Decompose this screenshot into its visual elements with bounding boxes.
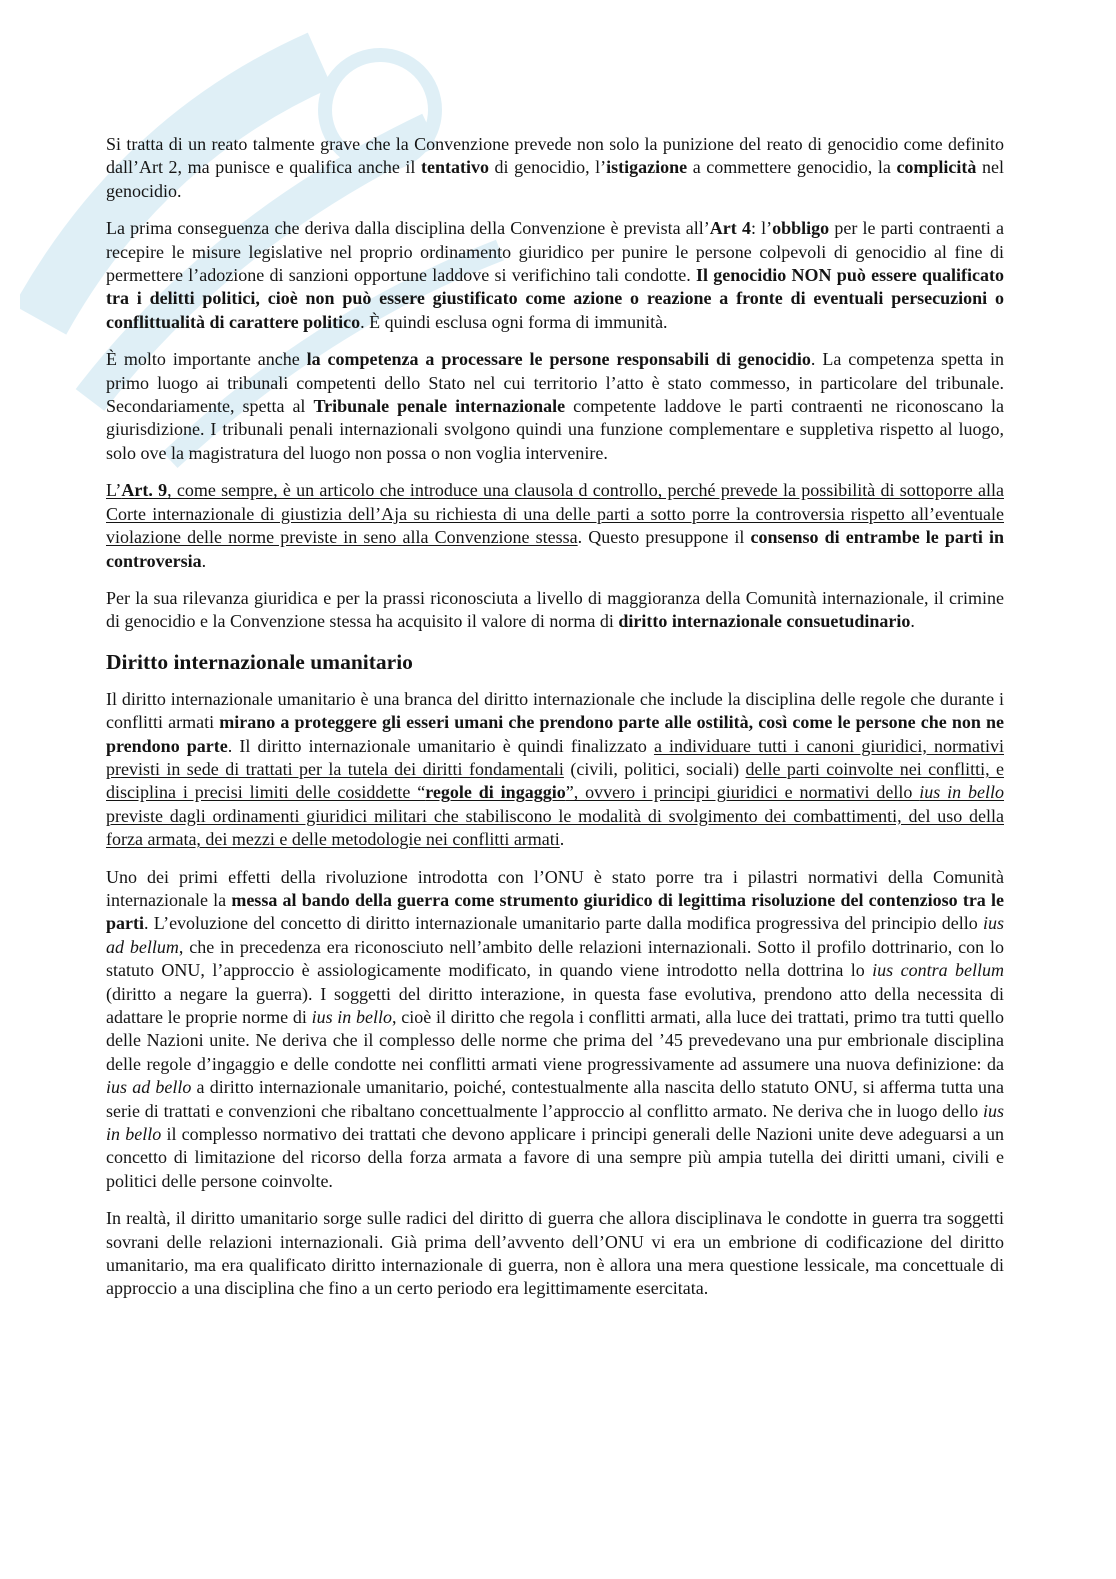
italic-term-ius-contra-bellum: ius contra bellum [872,960,1004,981]
italic-term-ius-ad-bellum: ius ad bellum [106,913,1004,957]
bold-term-competenza: la competenza a processare le persone responsabili di genocidio [306,349,811,370]
document-page [106,133,1004,1315]
italic-term-ius-in-bello: ius in bello [311,1007,393,1027]
text-run: il complesso normativo dei trattati che devono applicare i principi generali delle Nazioni unite deve adeguarsi a un concetto di limitazione del ricorso della forza armata a favore di una sempre più ampia tutella dei diritti umani, civili e politici delle persone coinvolte. [106,1124,1004,1191]
text-run: competente laddove le parti contraenti ne riconoscano la giurisdizione. I tribunali penali internazionali svolgono quindi una funzione complementare e suppletiva rispetto al luogo, solo ove la magistratura del luogo non possa o non voglia intervenire. [106,396,1005,463]
text-run: La prima conseguenza che deriva dalla disciplina della Convenzione è prevista all’ [106,218,710,239]
italic-term-ius-in-bello: ius in bello [106,1100,1004,1145]
text-run: Uno dei primi effetti della rivoluzione introdotta con l’ONU è stato porre tra i pilastri normativi della Comunità internazionale la [106,866,1004,910]
bold-term-complicita: complicità [896,157,977,178]
text-run: . [559,829,565,850]
bold-term-obbligo: obbligo [772,218,830,239]
text-run: , cioè il diritto che regola i conflitti armati, alla luce dei trattati, primo tra tutti quello delle Nazioni unite. Ne deriva che il complesso delle norme che prima del ’45 prevedevano una pur embrionale disciplina delle regole d’ingaggio e delle condotte nei conflitti armati viene progressivamente ad assumere una nuova definizione: da [106,1007,1004,1074]
text-run: di genocidio, l’ [488,157,607,178]
paragraph-consuetudinario [106,587,1004,634]
text-run: nel genocidio. [106,157,1004,201]
bold-statement-messa-al-bando: messa al bando della guerra come strumento giuridico di legittima risoluzione del contenzioso tra le parti [106,889,1004,934]
text-run: . La competenza spetta in primo luogo ai tribunali competenti dello Stato nel cui territorio l’atto è stato commesso, in particolare del tribunale. Secondariamente, spetta al [106,349,1005,417]
text-run: ”, ovvero i principi giuridici e normativi dello [565,782,920,803]
bold-term-istigazione: istigazione [606,157,688,178]
bold-statement-genocidio-non-politico: Il genocidio NON può essere qualificato tra i delitti politici, cioè non può essere giustificato come azione o reazione a fronte di eventuali persecuzioni o conflittualità di carattere politico [106,265,1005,332]
italic-term-ius-ad-bello: ius ad bello [106,1077,192,1098]
text-run: . [910,611,915,632]
paragraph-convenzione-tentativo [106,133,1004,203]
bold-term-art-9: Art. 9 [121,480,168,501]
bold-term-diritto-consuetudinario: diritto internazionale consuetudinario [618,611,911,632]
text-run: . Il diritto internazionale umanitario è quindi finalizzato [227,735,654,756]
paragraph-art-9 [106,479,1004,573]
text-run: Si tratta di un reato talmente grave che la Convenzione prevede non solo la punizione del reato di genocidio come definito dall’Art 2, ma punisce e qualifica anche il [106,134,1004,178]
bold-statement-proteggere: mirano a proteggere gli esseri umani che prendono parte alle ostilità, così come le persone che non ne prendono parte [106,712,1004,756]
text-run: : l’ [750,218,773,239]
section-heading: Diritto internazionale umanitario [106,649,413,674]
bold-term-tentativo: tentativo [420,157,489,178]
bold-term-art-4: Art 4 [709,218,751,239]
paragraph-art-4-obbligo [106,217,1004,334]
text-run: . L’evoluzione del concetto di diritto internazionale umanitario parte dalla modifica progressiva del principio dello [144,913,983,934]
text-run: (diritto a negare la guerra). I soggetti del diritto interazione, in questa fase evolutiva, prendono atto della necessita di adattare le proprie norme di [106,983,1004,1027]
paragraph-competenza [106,348,1004,465]
paragraph-evoluzione-onu [106,866,1004,1194]
underlined-finalita: a individuare tutti i canoni giuridici, normativi previsti in sede di trattati per la tutela dei diritti fondamentali [106,735,1004,779]
text-run: Per la sua rilevanza giuridica e per la prassi riconosciuta a livello di maggioranza della Comunità internazionale, il crimine di genocidio e la Convenzione stessa ha acquisito il valore di norma di [106,587,1004,632]
text-run: a diritto internazionale umanitario, poiché, contestualmente alla nascita dello statuto ONU, si afferma tutta una serie di trattati e convenzioni che ribaltano concettualmente l’approccio al conflitto armato. Ne deriva che in luogo dello [106,1077,1005,1121]
text-run: L’ [106,480,122,501]
paragraph-diritto-di-guerra: In realtà, il diritto umanitario sorge sulle radici del diritto di guerra che allora disciplinava le condotte in guerra tra soggetti sovrani delle relazioni internazionali. Già prima dell’avvento dell’ONU vi era un embrione di codificazione del diritto umanitario, ma era qualificato diritto internazionale di guerra, non è allora una mera questione lessicale, ma concettuale di approccio a una disciplina che fino a un certo periodo era legittimamente esercitata. [106,1208,1004,1299]
paragraph-definizione-umanitario [106,688,1004,852]
bold-term-consenso: consenso di entrambe le parti in controversia [106,527,1004,571]
text-run: È molto importante anche [106,349,307,370]
text-run: (civili, politici, sociali) [563,758,746,779]
text-run: previste dagli ordinamenti giuridici militari che stabiliscono le modalità di svolgimento dei combattimenti, del uso della forza armata, dei mezzi e delle metodologie nei conflitti armati [106,805,1004,850]
text-run: a commettere genocidio, la [687,157,897,178]
text-run: , che in precedenza era riconosciuto nell’ambito delle relazioni internazionali. Sotto il profilo dottrinario, con lo statuto ONU, l’approccio è assiologicamente modificato, in quando viene introdotto nella dottrina lo [106,936,1004,981]
text-run: . Questo presuppone il [577,527,751,548]
text-run: per le parti contraenti a recepire le misure legislative nel proprio ordinamento giuridico per punire le persone colpevoli di genocidio al fine di permettere l’adozione di sanzioni opportune laddove si verifichino tali condotte. [106,218,1005,286]
bold-term-regole-di-ingaggio: regole di ingaggio [425,782,566,803]
text-run: Il diritto internazionale umanitario è una branca del diritto internazionale che include la disciplina delle regole che durante i conflitti armati [106,688,1004,733]
text-run: . [201,550,207,571]
bold-term-tribunale-penale: Tribunale penale internazionale [313,396,566,417]
italic-term-ius-in-bello: ius in bello [919,782,1005,803]
text-run: . È quindi esclusa ogni forma di immunità. [360,311,668,332]
text-run: delle parti coinvolte nei conflitti, e disciplina i precisi limiti delle cosiddette “ [106,758,1004,803]
text-run: , come sempre, è un articolo che introduce una clausola d controllo, perché prevede la possibilità di sottoporre alla Corte internazionale di giustizia dell’Aja su richiesta di una delle parti a sotto porre la controversia rispetto all’eventuale violazione delle norme previste in seno alla Convenzione stessa [106,480,1004,548]
